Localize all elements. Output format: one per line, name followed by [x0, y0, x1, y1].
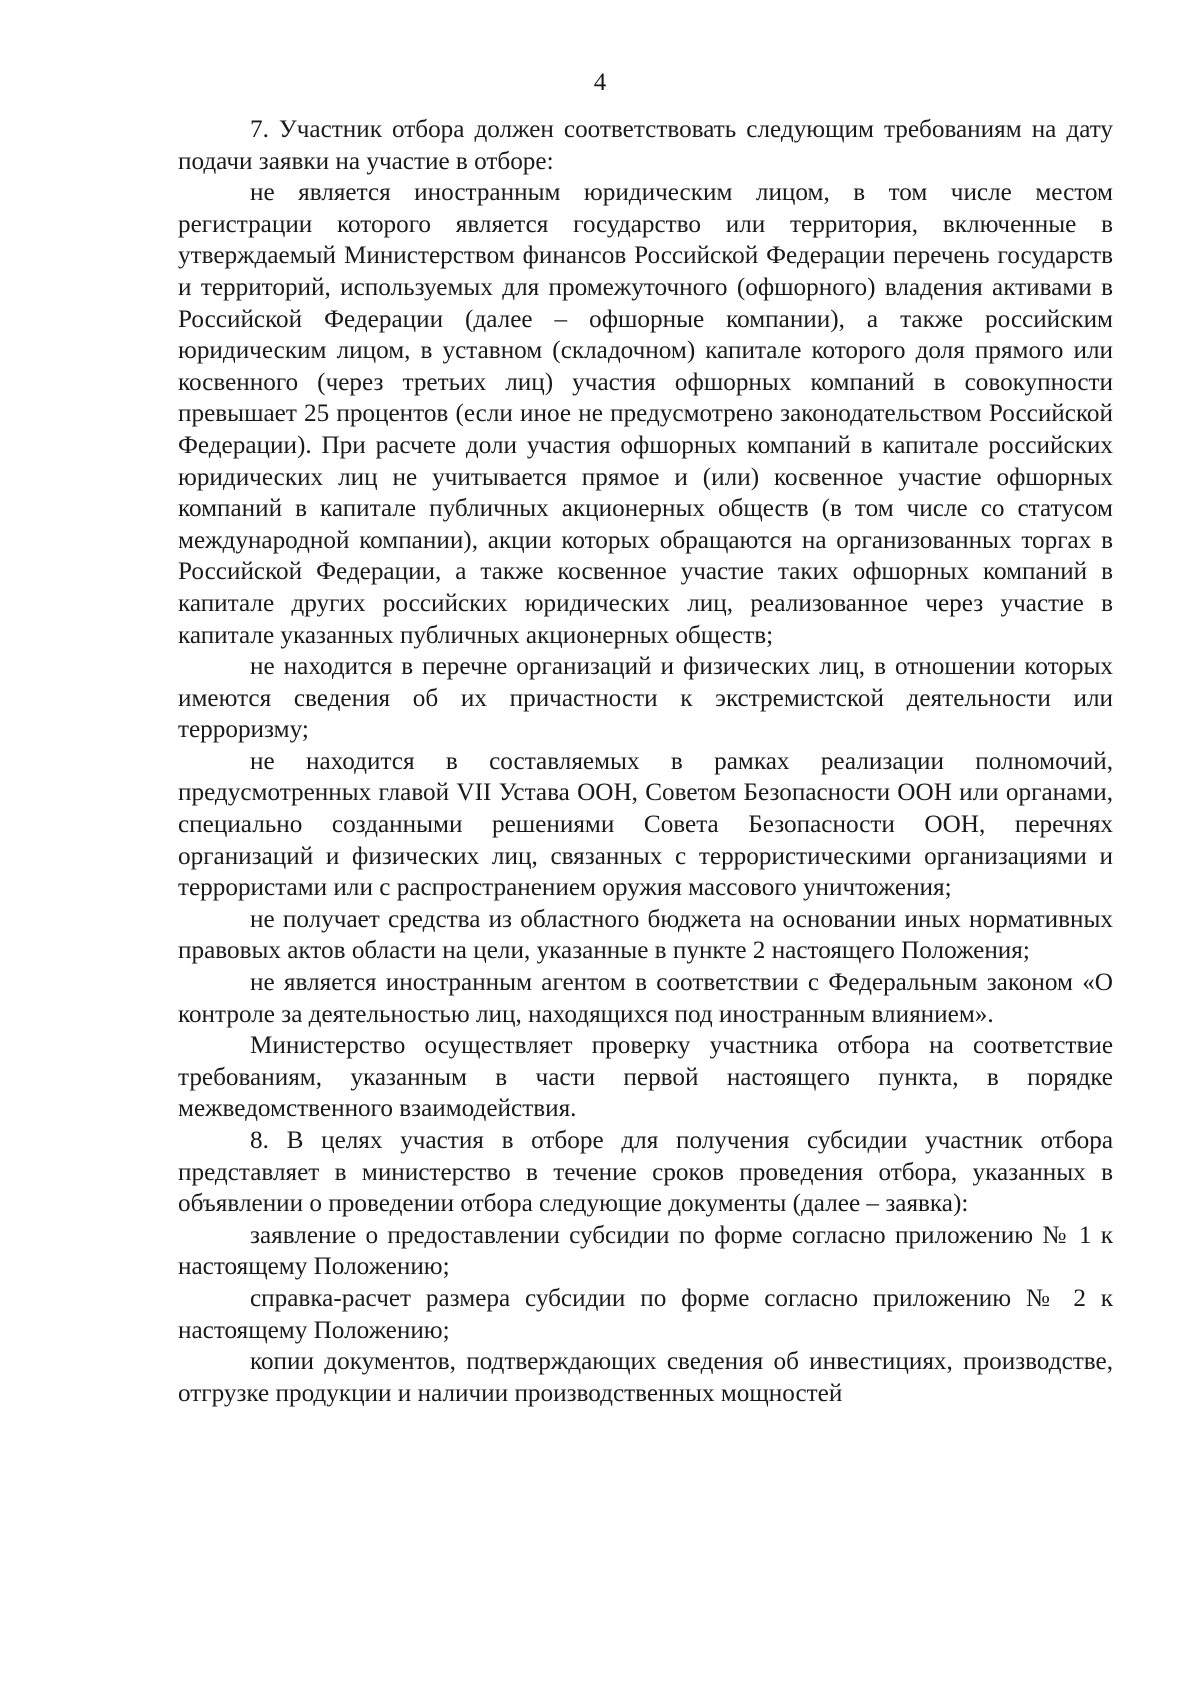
- paragraph-doc-calculation: справка-расчет размера субсидии по форме согласно приложению № 2 к настоящему Положению;: [178, 1284, 1113, 1344]
- paragraph-requirement-offshore: не является иностранным юридическим лицом, в том числе местом регистрации которого является государство или территория, включенные в утверждаемый Министерством финансов Российской Федерации перечень государств и территорий, используемых для промежуточного (офшорного) владения активами в Российской Федерации (далее – офшорные компании), а также российским юридическим лицом, в уставном (складочном) капитале которого доля прямого или косвенного (через третьих лиц) участия офшорных компаний в совокупности превышает 25 процентов (если иное не предусмотрено законодательством Российской Федерации). При расчете доли участия офшорных компаний в капитале российских юридических лиц не учитывается прямое и (или) косвенное участие офшорных компаний в капитале публичных акционерных обществ (в том числе со статусом международной компании), акции которых обращаются на организованных торгах в Российской Федерации, а также косвенное участие таких офшорных компаний в капитале других российских юридических лиц, реализованное через участие в капитале указанных публичных акционерных обществ;: [178, 179, 1113, 649]
- paragraph-requirement-foreign-agent: не является иностранным агентом в соответствии с Федеральным законом «О контроле за деятельностью лиц, находящихся под иностранным влиянием».: [178, 969, 1113, 1028]
- paragraph-ministry-check: Министерство осуществляет проверку участника отбора на соответствие требованиям, указанным в части первой настоящего пункта, в порядке межведомственного взаимодействия.: [178, 1032, 1113, 1123]
- paragraph-8-intro: 8. В целях участия в отборе для получения субсидии участник отбора представляет в министерство в течение сроков проведения отбора, указанных в объявлении о проведении отбора следующие документы (далее – заявка):: [178, 1127, 1113, 1218]
- paragraph-requirement-budget: не получает средства из областного бюджета на основании иных нормативных правовых актов области на цели, указанные в пункте 2 настоящего Положения;: [178, 905, 1113, 965]
- document-body: [178, 114, 1113, 1409]
- paragraph-requirement-un-lists: не находится в составляемых в рамках реализации полномочий, предусмотренных главой VII Устава ООН, Советом Безопасности ООН или органами, специально созданными решениями Совета Безопасности ООН, перечнях организаций и физических лиц, связанных с террористическими организациями и террористами или с распространением оружия массового уничтожения;: [178, 747, 1113, 902]
- paragraph-doc-copies: копии документов, подтверждающих сведения об инвестициях, производстве, отгрузке продукции и наличии производственных мощностей: [178, 1348, 1113, 1407]
- paragraph-7-intro: 7. Участник отбора должен соответствовать следующим требованиям на дату подачи заявки на участие в отборе:: [178, 116, 1113, 175]
- paragraph-requirement-extremism: не находится в перечне организаций и физических лиц, в отношении которых имеются сведения об их причастности к экстремистской деятельности или терроризму;: [178, 653, 1113, 744]
- page-number: 4: [593, 69, 607, 96]
- paragraph-doc-application: заявление о предоставлении субсидии по форме согласно приложению № 1 к настоящему Положению;: [178, 1221, 1113, 1281]
